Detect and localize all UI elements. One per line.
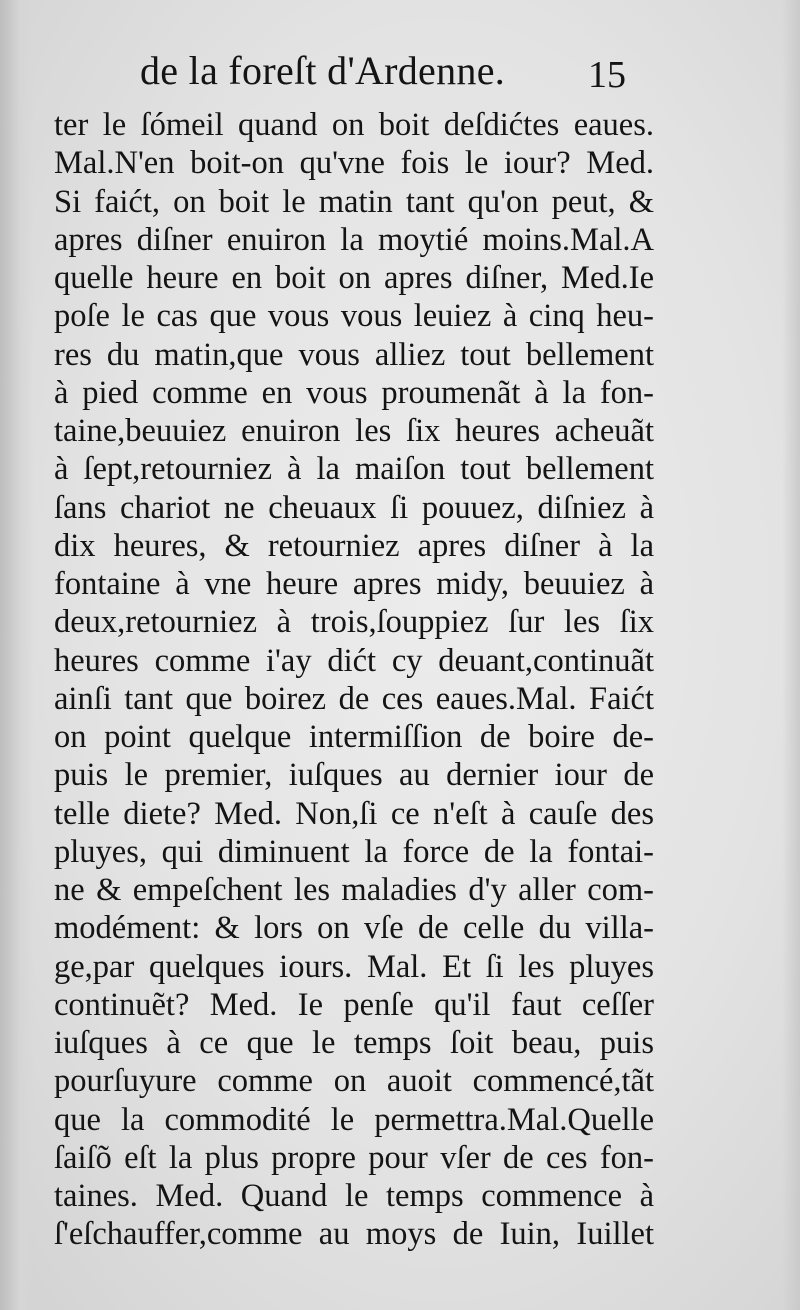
- text-line: puis le premier, iuſques au dernier iour de: [54, 757, 654, 794]
- text-line: pourſuyure comme on auoit commencé,tãt: [54, 1063, 654, 1100]
- page-header: [140, 46, 660, 96]
- text-line: ne & empeſchent les maladies d'y aller com-: [54, 872, 654, 908]
- text-line: ſ'eſchauffer,comme au moys de Iuin, Iuillet: [54, 1216, 654, 1253]
- text-line: poſe le cas que vous vous leuiez à cinq heu-: [54, 298, 654, 335]
- text-line: ſans chariot ne cheuaux ſi pouuez, diſniez à: [54, 489, 654, 526]
- gutter-shadow: [0, 0, 34, 1310]
- text-line: on point quelque intermiſſion de boire de-: [54, 719, 654, 755]
- text-line: ſaiſõ eſt la plus propre pour vſer de ces fon-: [54, 1139, 654, 1176]
- text-line: pluyes, qui diminuent la force de la fontai-: [54, 833, 654, 870]
- text-line: fontaine à vne heure apres midy, beuuiez à: [54, 566, 654, 602]
- page-number: 15: [588, 54, 626, 96]
- text-line: taines. Med. Quand le temps commence à: [54, 1178, 654, 1214]
- running-title: de la foreſt d'Ardenne.: [140, 48, 506, 93]
- text-line: à pied comme en vous proumenãt à la fon-: [54, 374, 654, 411]
- text-line: continuẽt? Med. Ie penſe qu'il faut ceſſer: [54, 986, 654, 1023]
- text-line: ge,par quelques iours. Mal. Et ſi les pluyes: [54, 948, 654, 985]
- text-body: [54, 106, 654, 1254]
- text-line: heures comme i'ay dićt cy deuant,continuãt: [54, 642, 654, 679]
- text-line: dix heures, & retourniez apres diſner à la: [54, 527, 654, 564]
- text-line: ainſi tant que boirez de ces eaues.Mal. Faićt: [54, 680, 654, 717]
- text-line: que la commodité le permettra.Mal.Quelle: [54, 1101, 654, 1138]
- text-line: apres diſner enuiron la moytié moins.Mal.A: [54, 221, 654, 258]
- text-line: taine,beuuiez enuiron les ſix heures acheuãt: [54, 413, 654, 449]
- text-line: quelle heure en boit on apres diſner, Med.Ie: [54, 260, 654, 296]
- text-line: res du matin,que vous alliez tout bellement: [54, 336, 654, 373]
- text-line: deux,retourniez à trois,ſouppiez ſur les ſix: [54, 604, 654, 641]
- text-line: telle diete? Med. Non,ſi ce n'eſt à cauſe des: [54, 795, 654, 832]
- text-line: ter le ſómeil quand on boit deſdićtes eaues.: [54, 107, 654, 143]
- page-edge-shadow: [782, 0, 800, 1310]
- text-line: iuſques à ce que le temps ſoit beau, puis: [54, 1025, 654, 1061]
- text-line: Mal.N'en boit-on qu'vne fois le iour? Med.: [54, 145, 654, 182]
- text-line: Si faićt, on boit le matin tant qu'on peut, &: [54, 183, 654, 220]
- text-line: modément: & lors on vſe de celle du villa-: [54, 910, 654, 947]
- text-line: à ſept,retourniez à la maiſon tout bellement: [54, 451, 654, 488]
